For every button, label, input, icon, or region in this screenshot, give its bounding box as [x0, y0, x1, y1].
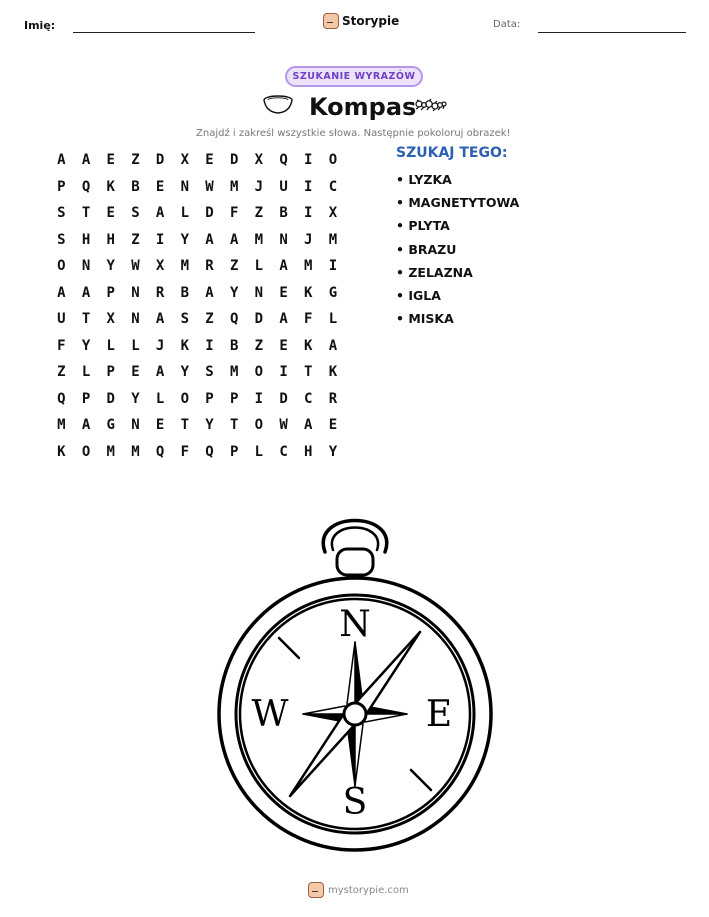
grid-cell: L	[106, 337, 115, 354]
grid-cell: Z	[229, 258, 239, 275]
grid-cell: R	[155, 284, 165, 301]
grid-row	[49, 359, 345, 386]
grid-cell: X	[106, 311, 115, 328]
grid-cell: O	[57, 258, 66, 275]
word-list-item: • MAGNETYTOWA	[396, 195, 520, 211]
grid-cell: Q	[81, 178, 91, 195]
word-list-item: • IGLA	[396, 287, 441, 303]
grid-cell: A	[328, 337, 338, 354]
grid-row	[49, 439, 345, 466]
grid-cell: N	[254, 284, 264, 301]
grid-cell: Z	[131, 152, 140, 169]
date-label: Data:	[493, 19, 521, 30]
grid-cell: D	[155, 152, 165, 169]
grid-cell: E	[279, 337, 288, 354]
grid-cell: A	[155, 364, 165, 381]
grid-cell: Q	[205, 443, 214, 460]
grid-cell: T	[81, 205, 91, 222]
grid-cell: A	[205, 284, 214, 301]
grid-cell: Z	[254, 337, 264, 354]
grid-cell: L	[328, 311, 338, 328]
grid-cell: S	[180, 311, 189, 328]
grid-cell: Y	[229, 284, 239, 301]
word-list-item: • ZELAZNA	[396, 264, 473, 280]
grid-cell: M	[131, 443, 140, 460]
compass-letter-w: W	[251, 694, 289, 735]
grid-cell: J	[155, 337, 165, 354]
grid-cell: Z	[57, 364, 66, 381]
word-list-item: • BRAZU	[396, 241, 457, 257]
brand-logo	[323, 13, 399, 29]
compass-letter-n: N	[339, 604, 371, 645]
footer-url: mystorypie.com	[328, 884, 409, 896]
grid-cell: O	[254, 417, 264, 434]
grid-cell: S	[205, 364, 214, 381]
grid-cell: M	[106, 443, 115, 460]
grid-cell: C	[279, 443, 288, 460]
grid-cell: O	[328, 152, 338, 169]
grid-cell: K	[106, 178, 115, 195]
grid-cell: Y	[131, 390, 140, 407]
grid-cell: M	[254, 231, 264, 248]
grid-cell: O	[180, 390, 189, 407]
grid-row	[49, 227, 345, 254]
grid-cell: D	[279, 390, 288, 407]
grid-cell: T	[229, 417, 239, 434]
grid-cell: E	[279, 284, 288, 301]
grid-cell: I	[155, 231, 165, 248]
grid-cell: D	[205, 205, 214, 222]
grid-cell: P	[106, 364, 115, 381]
compass-letter-s: S	[342, 782, 368, 823]
name-line	[73, 32, 255, 33]
grid-row	[49, 386, 345, 413]
grid-cell: I	[279, 364, 288, 381]
grid-cell: E	[106, 152, 115, 169]
grid-cell: N	[81, 258, 91, 275]
grid-cell: K	[57, 443, 66, 460]
grid-cell: P	[205, 390, 214, 407]
grid-cell: W	[279, 417, 288, 434]
grid-cell: M	[304, 258, 313, 275]
grid-cell: S	[131, 205, 140, 222]
grid-cell: I	[254, 390, 264, 407]
grid-cell: P	[106, 284, 115, 301]
grid-cell: Q	[279, 152, 288, 169]
grid-cell: M	[229, 364, 239, 381]
grid-cell: B	[279, 205, 288, 222]
grid-cell: J	[254, 178, 264, 195]
grid-cell: M	[57, 417, 66, 434]
grid-cell: P	[57, 178, 66, 195]
grid-row	[49, 174, 345, 201]
grid-cell: S	[57, 205, 66, 222]
grid-cell: A	[57, 152, 66, 169]
grid-row	[49, 412, 345, 439]
grid-cell: Y	[180, 231, 189, 248]
name-label: Imię:	[24, 19, 56, 32]
grid-cell: Z	[205, 311, 214, 328]
grid-cell: T	[304, 364, 313, 381]
grid-cell: G	[106, 417, 115, 434]
grid-cell: Q	[57, 390, 66, 407]
grid-cell: E	[155, 178, 165, 195]
grid-cell: M	[229, 178, 239, 195]
grid-cell: O	[81, 443, 91, 460]
grid-cell: P	[229, 443, 239, 460]
grid-cell: R	[328, 390, 338, 407]
grid-cell: A	[57, 284, 66, 301]
grid-cell: A	[81, 284, 91, 301]
mascot-icon	[308, 882, 324, 898]
grid-cell: K	[304, 337, 313, 354]
grid-cell: Z	[131, 231, 140, 248]
grid-cell: M	[328, 231, 338, 248]
grid-row	[49, 200, 345, 227]
grid-cell: I	[205, 337, 214, 354]
grid-cell: Y	[205, 417, 214, 434]
grid-cell: S	[57, 231, 66, 248]
grid-cell: A	[155, 311, 165, 328]
grid-cell: C	[304, 390, 313, 407]
grid-cell: A	[81, 152, 91, 169]
grid-cell: E	[155, 417, 165, 434]
grid-cell: N	[131, 284, 140, 301]
activity-badge: SZUKANIE WYRAZÓW	[285, 66, 423, 87]
grid-cell: T	[81, 311, 91, 328]
grid-cell: A	[279, 258, 288, 275]
grid-row	[49, 333, 345, 360]
grid-cell: O	[254, 364, 264, 381]
grid-cell: L	[180, 205, 189, 222]
grid-cell: Y	[106, 258, 115, 275]
word-list-title: SZUKAJ TEGO:	[396, 145, 508, 161]
grid-cell: U	[57, 311, 66, 328]
grid-cell: E	[328, 417, 338, 434]
page-title: Kompas	[309, 93, 417, 121]
grid-cell: B	[229, 337, 239, 354]
grid-cell: N	[180, 178, 189, 195]
grid-cell: J	[304, 231, 313, 248]
brand-name: Storypie	[342, 14, 400, 28]
word-list-item: • PLYTA	[396, 218, 450, 234]
grid-cell: K	[180, 337, 189, 354]
grid-cell: A	[304, 417, 313, 434]
grid-cell: I	[304, 178, 313, 195]
grid-cell: A	[229, 231, 239, 248]
grid-cell: A	[155, 205, 165, 222]
grid-cell: U	[279, 178, 288, 195]
grid-cell: L	[254, 443, 264, 460]
word-list-item: • LYZKA	[396, 172, 452, 187]
grid-cell: Q	[155, 443, 165, 460]
grid-cell: B	[180, 284, 189, 301]
grid-cell: H	[106, 231, 115, 248]
grid-cell: W	[205, 178, 214, 195]
grid-cell: D	[106, 390, 115, 407]
grid-cell: L	[131, 337, 140, 354]
grid-cell: X	[328, 205, 338, 222]
grid-cell: M	[180, 258, 189, 275]
grid-cell: F	[304, 311, 313, 328]
grid-cell: A	[81, 417, 91, 434]
grid-cell: N	[131, 311, 140, 328]
grid-cell: F	[180, 443, 189, 460]
compass-illustration	[215, 490, 495, 870]
grid-cell: P	[81, 390, 91, 407]
footer	[308, 882, 409, 898]
grid-cell: E	[106, 205, 115, 222]
grid-cell: H	[304, 443, 313, 460]
date-line	[538, 32, 686, 33]
grid-cell: X	[155, 258, 165, 275]
grid-cell: Y	[81, 337, 91, 354]
grid-cell: W	[131, 258, 140, 275]
letter-grid	[49, 147, 345, 465]
grid-cell: A	[205, 231, 214, 248]
mascot-icon	[323, 13, 339, 29]
grid-cell: T	[180, 417, 189, 434]
grid-cell: E	[131, 364, 140, 381]
grid-cell: E	[205, 152, 214, 169]
word-list	[396, 172, 519, 334]
grid-row	[49, 280, 345, 307]
grid-cell: D	[254, 311, 264, 328]
grid-cell: L	[155, 390, 165, 407]
grid-cell: I	[304, 205, 313, 222]
grid-cell: K	[304, 284, 313, 301]
grid-cell: L	[254, 258, 264, 275]
grid-cell: K	[328, 364, 338, 381]
grid-row	[49, 306, 345, 333]
grid-cell: X	[254, 152, 264, 169]
instructions: Znajdź i zakreśl wszystkie słowa. Następnie pokoloruj obrazek!	[196, 128, 511, 139]
grid-cell: Y	[328, 443, 338, 460]
grid-cell: X	[180, 152, 189, 169]
grid-cell: H	[81, 231, 91, 248]
grid-cell: Z	[254, 205, 264, 222]
grid-cell: B	[131, 178, 140, 195]
grid-cell: C	[328, 178, 338, 195]
bowl-icon	[262, 94, 294, 116]
grid-cell: R	[205, 258, 214, 275]
grid-cell: F	[229, 205, 239, 222]
grid-cell: I	[328, 258, 338, 275]
grid-cell: G	[328, 284, 338, 301]
grid-row	[49, 253, 345, 280]
grid-cell: A	[279, 311, 288, 328]
grid-cell: L	[81, 364, 91, 381]
compass-letter-e: E	[425, 694, 453, 735]
grid-row	[49, 147, 345, 174]
grid-cell: D	[229, 152, 239, 169]
grid-cell: Y	[180, 364, 189, 381]
grid-cell: N	[131, 417, 140, 434]
grid-cell: F	[57, 337, 66, 354]
grid-cell: I	[304, 152, 313, 169]
grid-cell: P	[229, 390, 239, 407]
grid-cell: Q	[229, 311, 239, 328]
grid-cell: N	[279, 231, 288, 248]
ants-icon	[413, 96, 447, 116]
word-list-item: • MISKA	[396, 311, 454, 327]
